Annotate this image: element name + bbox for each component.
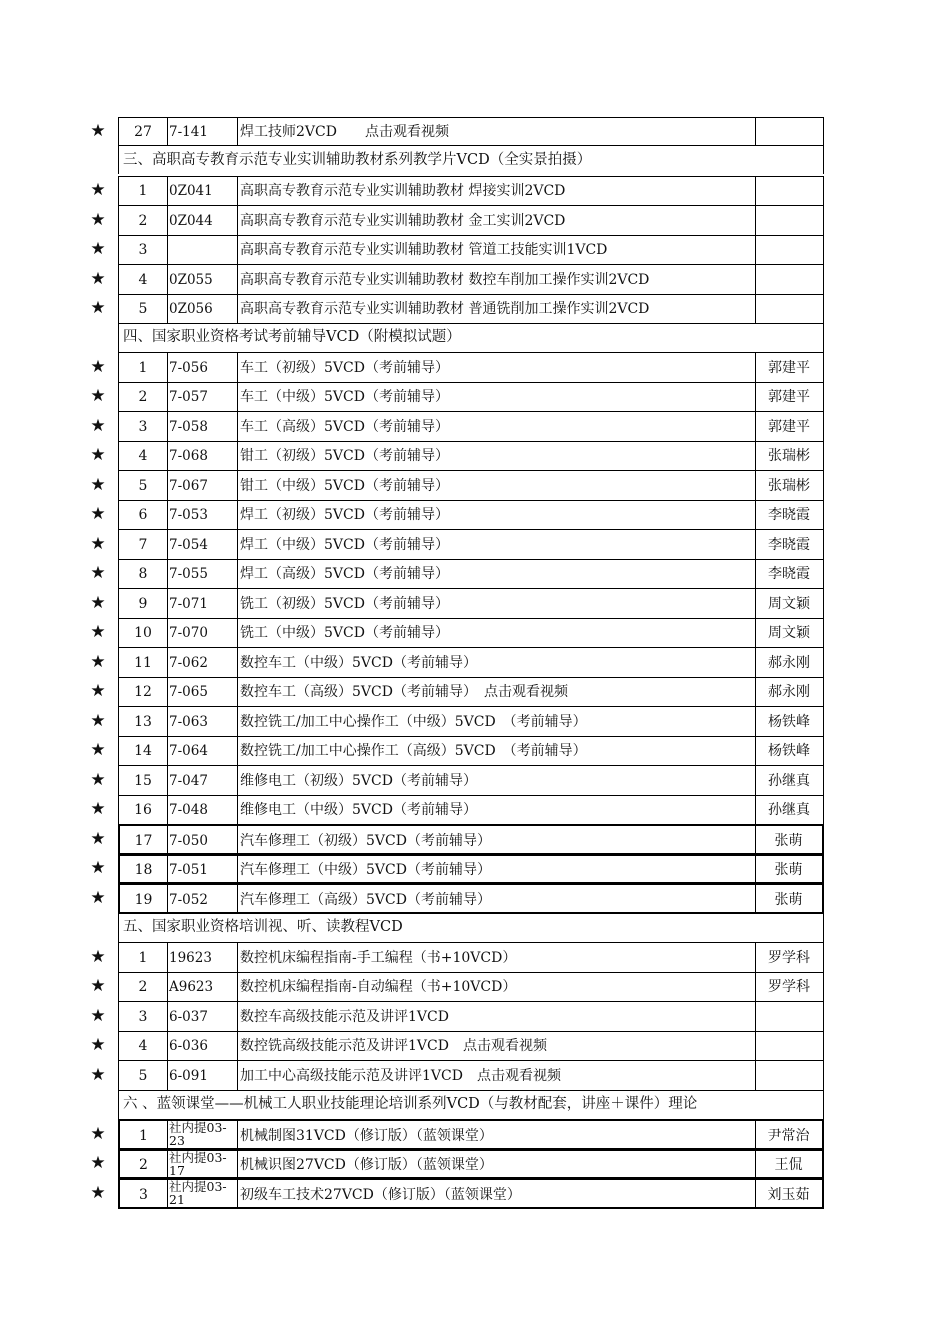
star-icon: ★	[90, 1035, 106, 1055]
item-author: 张萌	[755, 824, 824, 855]
table-row	[0, 235, 950, 264]
table-row	[0, 883, 950, 913]
item-code: 7-053	[167, 500, 238, 530]
table-row	[0, 1001, 950, 1031]
item-number: 15	[118, 765, 168, 796]
table-row	[0, 942, 950, 972]
item-code: 0Z056	[167, 294, 238, 324]
item-title: 维修电工（中级）5VCD（考前辅导）	[237, 795, 756, 825]
item-author: 郭建平	[755, 352, 824, 383]
star-icon: ★	[90, 210, 106, 230]
item-code: 7-047	[167, 765, 238, 796]
item-code: 7-052	[167, 883, 238, 914]
item-number: 5	[118, 470, 168, 501]
item-author: 张萌	[755, 883, 824, 914]
table-row	[0, 1149, 950, 1178]
star-icon: ★	[90, 799, 106, 819]
item-code: 7-056	[167, 352, 238, 383]
table-row	[0, 411, 950, 441]
star-icon: ★	[90, 947, 106, 967]
item-title: 加工中心高级技能示范及讲评1VCD 点击观看视频	[237, 1060, 756, 1091]
item-author	[755, 1060, 824, 1091]
table-row	[0, 1031, 950, 1060]
item-code: 0Z044	[167, 205, 238, 236]
star-icon: ★	[90, 298, 106, 318]
star-icon: ★	[90, 504, 106, 524]
item-title: 机械识图27VCD（修订版）（蓝领课堂）	[237, 1149, 756, 1179]
item-code: 7-068	[167, 441, 238, 471]
item-title: 高职高专教育示范专业实训辅助教材 普通铣削加工操作实训2VCD	[237, 294, 756, 324]
item-title: 高职高专教育示范专业实训辅助教材 金工实训2VCD	[237, 205, 756, 236]
item-code: 6-091	[167, 1060, 238, 1091]
item-number: 3	[118, 1178, 168, 1209]
item-author: 孙继真	[755, 765, 824, 796]
item-author: 张瑞彬	[755, 470, 824, 501]
star-icon: ★	[90, 829, 106, 849]
item-title: 数控车工（高级）5VCD（考前辅导） 点击观看视频	[237, 677, 756, 707]
item-author: 孙继真	[755, 795, 824, 825]
item-title: 数控机床编程指南-自动编程（书+10VCD）	[237, 972, 756, 1002]
item-author: 周文颖	[755, 588, 824, 619]
item-number: 2	[118, 1149, 168, 1179]
item-title: 钳工（中级）5VCD（考前辅导）	[237, 470, 756, 501]
table-row	[0, 1178, 950, 1208]
star-icon: ★	[90, 1006, 106, 1026]
item-number: 18	[118, 854, 168, 884]
item-code: 6-037	[167, 1001, 238, 1032]
item-number: 5	[118, 1060, 168, 1091]
item-author: 王侃	[755, 1149, 824, 1179]
item-author: 罗学科	[755, 972, 824, 1002]
item-number: 7	[118, 529, 168, 560]
table-row	[0, 529, 950, 559]
table-row	[0, 765, 950, 795]
table-row	[0, 824, 950, 854]
star-icon: ★	[90, 1124, 106, 1144]
item-code: 社内提03-21	[167, 1178, 238, 1209]
item-author: 李晓霞	[755, 529, 824, 560]
table-row	[0, 352, 950, 382]
item-code: 7-141	[167, 117, 238, 146]
section-heading: 四、国家职业资格考试考前辅导VCD（附模拟试题）	[118, 323, 824, 352]
table-row	[0, 1119, 950, 1149]
item-author	[755, 117, 824, 146]
item-author	[755, 294, 824, 324]
table-row	[0, 706, 950, 736]
star-icon: ★	[90, 239, 106, 259]
item-number: 1	[118, 942, 168, 973]
item-title: 车工（中级）5VCD（考前辅导）	[237, 382, 756, 412]
table-row	[0, 647, 950, 677]
item-number: 27	[118, 117, 168, 146]
section-heading: 五、国家职业资格培训视、听、读教程VCD	[118, 913, 824, 942]
item-number: 16	[118, 795, 168, 825]
item-code: 0Z041	[167, 176, 238, 206]
item-title: 数控铣高级技能示范及讲评1VCD 点击观看视频	[237, 1031, 756, 1061]
item-code: 社内提03-23	[167, 1119, 238, 1150]
item-code: 7-071	[167, 588, 238, 619]
table-row	[0, 795, 950, 824]
item-author: 刘玉茹	[755, 1178, 824, 1209]
item-title: 维修电工（初级）5VCD（考前辅导）	[237, 765, 756, 796]
item-number: 1	[118, 176, 168, 206]
star-icon: ★	[90, 622, 106, 642]
table-row	[0, 176, 950, 205]
item-number: 13	[118, 706, 168, 737]
table-row	[0, 559, 950, 588]
table-row	[0, 470, 950, 500]
table-row	[0, 500, 950, 529]
item-code: A9623	[167, 972, 238, 1002]
item-author	[755, 205, 824, 236]
item-title: 高职高专教育示范专业实训辅助教材 数控车削加工操作实训2VCD	[237, 264, 756, 295]
item-author: 杨铁峰	[755, 736, 824, 766]
item-code: 7-057	[167, 382, 238, 412]
star-icon: ★	[90, 652, 106, 672]
star-icon: ★	[90, 740, 106, 760]
item-number: 6	[118, 500, 168, 530]
item-number: 2	[118, 382, 168, 412]
table-row	[0, 854, 950, 883]
item-title: 数控铣工/加工中心操作工（高级）5VCD （考前辅导）	[237, 736, 756, 766]
star-icon: ★	[90, 445, 106, 465]
item-title: 铣工（中级）5VCD（考前辅导）	[237, 618, 756, 648]
item-title: 汽车修理工（中级）5VCD（考前辅导）	[237, 854, 756, 884]
item-number: 11	[118, 647, 168, 678]
item-author	[755, 1001, 824, 1032]
item-title: 焊工（高级）5VCD（考前辅导）	[237, 559, 756, 589]
item-number: 9	[118, 588, 168, 619]
star-icon: ★	[90, 888, 106, 908]
item-number: 4	[118, 264, 168, 295]
item-code: 7-065	[167, 677, 238, 707]
item-number: 3	[118, 411, 168, 442]
item-author: 尹常治	[755, 1119, 824, 1150]
item-number: 19	[118, 883, 168, 914]
star-icon: ★	[90, 357, 106, 377]
table-row	[0, 972, 950, 1001]
item-number: 3	[118, 1001, 168, 1032]
item-code: 7-048	[167, 795, 238, 825]
table-row	[0, 441, 950, 470]
star-icon: ★	[90, 858, 106, 878]
table-row	[0, 205, 950, 235]
star-icon: ★	[90, 711, 106, 731]
item-number: 2	[118, 972, 168, 1002]
item-code: 7-062	[167, 647, 238, 678]
item-code: 社内提03-17	[167, 1149, 238, 1179]
star-icon: ★	[90, 416, 106, 436]
item-title: 铣工（初级）5VCD（考前辅导）	[237, 588, 756, 619]
item-number: 2	[118, 205, 168, 236]
item-number: 1	[118, 352, 168, 383]
item-title: 数控铣工/加工中心操作工（中级）5VCD （考前辅导）	[237, 706, 756, 737]
item-author: 郭建平	[755, 411, 824, 442]
item-title: 机械制图31VCD（修订版）（蓝领课堂）	[237, 1119, 756, 1150]
table-row	[0, 264, 950, 294]
star-icon: ★	[90, 976, 106, 996]
item-code: 7-063	[167, 706, 238, 737]
star-icon: ★	[90, 593, 106, 613]
star-icon: ★	[90, 1153, 106, 1173]
item-author	[755, 235, 824, 265]
table-row	[0, 382, 950, 411]
star-icon: ★	[90, 386, 106, 406]
item-code: 7-058	[167, 411, 238, 442]
star-icon: ★	[90, 770, 106, 790]
item-code: 7-054	[167, 529, 238, 560]
star-icon: ★	[90, 475, 106, 495]
item-code: 0Z055	[167, 264, 238, 295]
item-title: 汽车修理工（高级）5VCD（考前辅导）	[237, 883, 756, 914]
item-author: 罗学科	[755, 942, 824, 973]
item-author: 李晓霞	[755, 559, 824, 589]
star-icon: ★	[90, 534, 106, 554]
item-author: 杨铁峰	[755, 706, 824, 737]
item-author: 张瑞彬	[755, 441, 824, 471]
item-number: 5	[118, 294, 168, 324]
star-icon: ★	[90, 180, 106, 200]
item-code: 6-036	[167, 1031, 238, 1061]
table-row	[0, 117, 950, 145]
item-title: 初级车工技术27VCD（修订版）（蓝领课堂）	[237, 1178, 756, 1209]
item-number: 4	[118, 441, 168, 471]
item-title: 车工（初级）5VCD（考前辅导）	[237, 352, 756, 383]
item-code: 7-070	[167, 618, 238, 648]
table-row	[0, 294, 950, 323]
star-icon: ★	[90, 121, 106, 141]
item-author: 周文颖	[755, 618, 824, 648]
item-code	[167, 235, 238, 265]
item-author: 郝永刚	[755, 647, 824, 678]
item-number: 3	[118, 235, 168, 265]
item-author: 郭建平	[755, 382, 824, 412]
item-title: 焊工（初级）5VCD（考前辅导）	[237, 500, 756, 530]
item-code: 19623	[167, 942, 238, 973]
table-row	[0, 1060, 950, 1090]
item-number: 10	[118, 618, 168, 648]
star-icon: ★	[90, 681, 106, 701]
item-number: 1	[118, 1119, 168, 1150]
item-code: 7-064	[167, 736, 238, 766]
section-heading: 六 、蓝领课堂——机械工人职业技能理论培训系列VCD（与教材配套，讲座＋课件）理论	[118, 1090, 824, 1119]
item-code: 7-050	[167, 824, 238, 855]
item-title: 焊工（中级）5VCD（考前辅导）	[237, 529, 756, 560]
item-author	[755, 264, 824, 295]
item-code: 7-051	[167, 854, 238, 884]
item-title: 数控车高级技能示范及讲评1VCD	[237, 1001, 756, 1032]
table-row	[0, 736, 950, 765]
item-title: 高职高专教育示范专业实训辅助教材 焊接实训2VCD	[237, 176, 756, 206]
table-row	[0, 588, 950, 618]
item-title: 数控机床编程指南-手工编程（书+10VCD）	[237, 942, 756, 973]
item-number: 17	[118, 824, 168, 855]
item-title: 高职高专教育示范专业实训辅助教材 管道工技能实训1VCD	[237, 235, 756, 265]
item-title: 汽车修理工（初级）5VCD（考前辅导）	[237, 824, 756, 855]
star-icon: ★	[90, 1065, 106, 1085]
item-title: 车工（高级）5VCD（考前辅导）	[237, 411, 756, 442]
item-title: 焊工技师2VCD 点击观看视频	[237, 117, 756, 146]
item-title: 钳工（初级）5VCD（考前辅导）	[237, 441, 756, 471]
table-row	[0, 677, 950, 706]
star-icon: ★	[90, 563, 106, 583]
item-number: 8	[118, 559, 168, 589]
section-heading: 三、高职高专教育示范专业实训辅助教材系列教学片VCD（全实景拍摄）	[118, 146, 824, 174]
star-icon: ★	[90, 1183, 106, 1203]
item-author: 郝永刚	[755, 677, 824, 707]
item-code: 7-067	[167, 470, 238, 501]
item-author: 李晓霞	[755, 500, 824, 530]
star-icon: ★	[90, 269, 106, 289]
item-number: 12	[118, 677, 168, 707]
item-author: 张萌	[755, 854, 824, 884]
item-number: 4	[118, 1031, 168, 1061]
item-author	[755, 176, 824, 206]
table-row	[0, 618, 950, 647]
item-number: 14	[118, 736, 168, 766]
item-title: 数控车工（中级）5VCD（考前辅导）	[237, 647, 756, 678]
item-code: 7-055	[167, 559, 238, 589]
item-author	[755, 1031, 824, 1061]
